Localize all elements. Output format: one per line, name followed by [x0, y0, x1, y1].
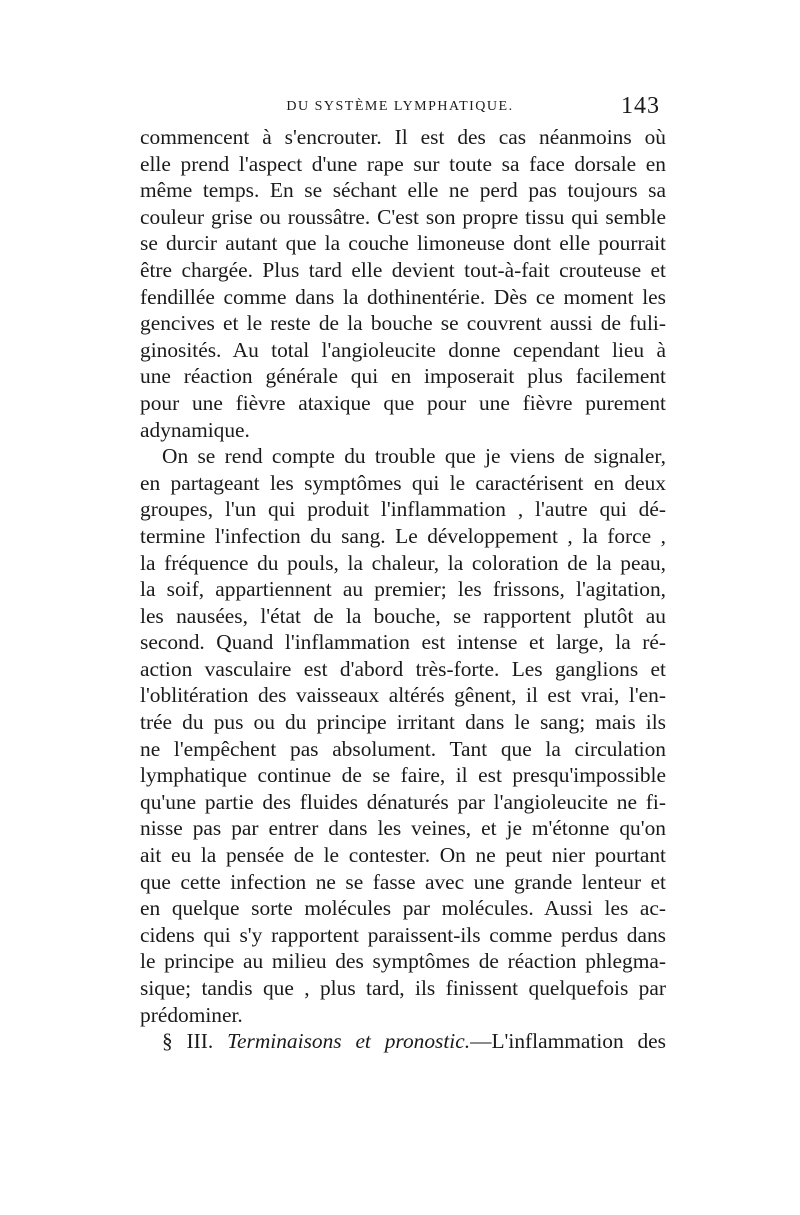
text-line: prédominer.: [140, 1002, 243, 1027]
text-line: commencent à s'encrouter. Il est des cas néanmoins où: [140, 125, 666, 149]
text-line: lymphatique continue de se faire, il est presqu'impossible: [140, 763, 666, 788]
text-line: sique; tandis que , plus tard, ils finissent quelquefois par: [140, 976, 666, 1000]
section-heading-line: [140, 1028, 666, 1055]
text-line: adynamique.: [140, 417, 250, 442]
text-line: même temps. En se séchant elle ne perd pas toujours sa: [140, 178, 666, 203]
paragraph-2: [140, 443, 666, 1028]
text-line: ne l'empêchent pas absolument. Tant que la circulation: [140, 736, 666, 761]
text-line: elle prend l'aspect d'une rape sur toute sa face dorsale en: [140, 151, 666, 176]
text-line: nisse pas par entrer dans les veines, et je m'étonne qu'on: [140, 816, 666, 841]
text-line: ginosités. Au total l'angioleucite donne cependant lieu à: [140, 337, 666, 362]
running-head: [140, 93, 660, 123]
section-mark: § III.: [162, 1029, 214, 1054]
page-number: 143: [621, 93, 660, 119]
section-title: Terminaisons et pronostic.: [227, 1029, 471, 1054]
text-line: couleur grise ou roussâtre. C'est son propre tissu qui semble: [140, 204, 666, 229]
text-line: gencives et le reste de la bouche se couvrent aussi de fuli-: [140, 311, 666, 336]
section-heading: [140, 1028, 666, 1055]
text-line: termine l'infection du sang. Le développement , la force ,: [140, 523, 666, 548]
text-line: être chargée. Plus tard elle devient tout-à-fait crouteuse et: [140, 257, 666, 282]
text-line: en partageant les symptômes qui le caractérisent en deux: [140, 470, 666, 495]
text-line: groupes, l'un qui produit l'inflammation , l'autre qui dé-: [140, 497, 666, 522]
text-line: On se rend compte du trouble que je viens de signaler,: [162, 444, 666, 469]
text-line: trée du pus ou du principe irritant dans le sang; mais ils: [140, 710, 666, 735]
text-line: en quelque sorte molécules par molécules. Aussi les ac-: [140, 896, 666, 921]
text-line: fendillée comme dans la dothinentérie. Dès ce moment les: [140, 284, 666, 309]
text-line: la soif, appartiennent au premier; les frissons, l'agitation,: [140, 577, 666, 602]
text-line: pour une fièvre ataxique que pour une fièvre purement: [140, 390, 666, 415]
text-line: l'oblitération des vaisseaux altérés gênent, il est vrai, l'en-: [140, 683, 666, 708]
body-text: [140, 124, 666, 1055]
paragraph-1: [140, 124, 666, 443]
text-line: action vasculaire est d'abord très-forte. Les ganglions et: [140, 656, 666, 681]
text-line: les nausées, l'état de la bouche, se rapportent plutôt au: [140, 603, 666, 628]
text-line: second. Quand l'inflammation est intense et large, la ré-: [140, 630, 666, 655]
text-line: que cette infection ne se fasse avec une grande lenteur et: [140, 869, 666, 894]
text-line: la fréquence du pouls, la chaleur, la coloration de la peau,: [140, 550, 666, 575]
running-title: DU SYSTÈME LYMPHATIQUE.: [286, 99, 514, 114]
text-line: une réaction générale qui en imposerait plus facilement: [140, 364, 666, 389]
text-line: se durcir autant que la couche limoneuse dont elle pourrait: [140, 231, 666, 256]
text-line: cidens qui s'y rapportent paraissent-ils comme perdus dans: [140, 922, 666, 947]
section-continuation: —L'inflammation des: [470, 1029, 667, 1054]
text-line: qu'une partie des fluides dénaturés par l'angioleucite ne fi-: [140, 789, 666, 814]
text-line: le principe au milieu des symptômes de réaction phlegma-: [140, 949, 666, 974]
text-line: ait eu la pensée de le contester. On ne peut nier pourtant: [140, 843, 666, 868]
